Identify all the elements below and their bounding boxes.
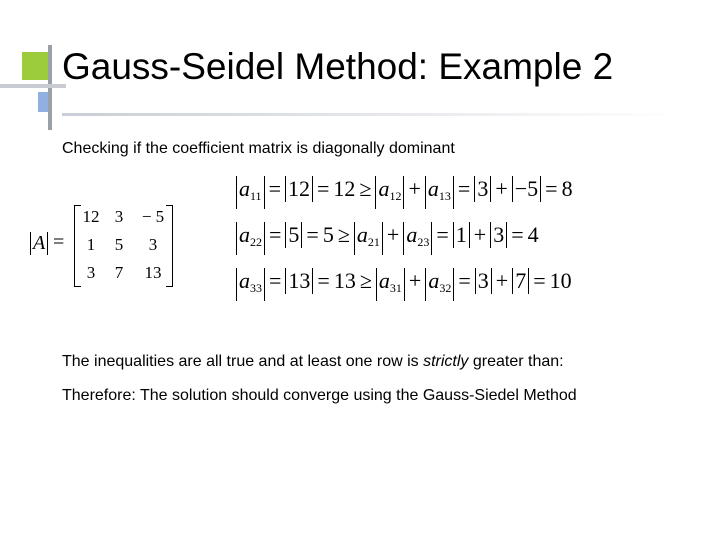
- matrix-cell: 12: [82, 207, 100, 226]
- eq-abs-value: 3: [475, 268, 492, 294]
- eq-sub: 21: [367, 235, 380, 249]
- conclusion-pre: The inequalities are all true and at least one row is: [62, 353, 424, 370]
- eq-sub: 13: [438, 189, 451, 203]
- slide-title: Gauss-Seidel Method: Example 2: [62, 46, 614, 87]
- decor-title-underline: [62, 113, 684, 116]
- eq-value: 5: [322, 222, 334, 247]
- eq-abs-value: 3: [490, 222, 507, 248]
- eq-sub: 22: [250, 235, 262, 249]
- eq-value: 13: [333, 268, 356, 293]
- eq-sub: 12: [389, 189, 402, 203]
- eq-sub: 32: [439, 281, 452, 295]
- intro-text: Checking if the coefficient matrix is diagonally dominant: [62, 140, 455, 157]
- matrix-cell: 3: [148, 235, 158, 254]
- conclusion-text: [62, 353, 564, 371]
- eq-abs-value: 13: [285, 268, 313, 294]
- eq-relation: ≥: [359, 176, 372, 201]
- eq-abs-value: 3: [474, 176, 491, 202]
- matrix-label: [30, 232, 48, 255]
- eq-result: 10: [549, 268, 572, 293]
- eq-abs-value: −5: [512, 176, 541, 202]
- matrix-cell: 1: [86, 235, 96, 254]
- inequality-row-3: $a_{33} = 13 = 13 \ge a_{31} + a_{32} = 3 + 7 = 10$: [236, 268, 572, 298]
- matrix-cell: 3: [86, 263, 96, 282]
- matrix-cell: − 5: [141, 207, 165, 226]
- matrix-cell: 3: [114, 207, 124, 226]
- eq-value: 12: [333, 176, 356, 201]
- eq-abs-value: 5: [285, 222, 302, 248]
- inequality-row-2: $a_{22} = 5 = 5 \ge a_{21} + a_{23} = 1 + 3 = 4$: [236, 222, 539, 252]
- inequality-row-1: $a_{11} = 12 = 12 \ge a_{12} + a_{13} = 3 + -5 = 8$: [236, 176, 573, 206]
- conclusion-post: greater than:: [468, 353, 564, 370]
- decor-green-square: [22, 52, 50, 80]
- eq-result: 4: [527, 222, 539, 247]
- decor-gray-hline: [0, 84, 66, 88]
- conclusion-emphasis: strictly: [423, 353, 469, 370]
- eq-result: 8: [561, 176, 573, 201]
- matrix-cell: 7: [114, 263, 124, 282]
- matrix-label-text: A: [30, 232, 48, 255]
- eq-relation: ≥: [359, 268, 372, 293]
- matrix-equals: =: [53, 231, 65, 253]
- eq-sub: 11: [250, 189, 262, 203]
- therefore-text: Therefore: The solution should converge using the Gauss-Siedel Method: [62, 387, 577, 404]
- eq-relation: ≥: [337, 222, 350, 247]
- eq-sub: 31: [389, 281, 402, 295]
- matrix-cell: 13: [144, 263, 162, 282]
- eq-abs-value: 7: [512, 268, 529, 294]
- eq-abs-value: 1: [453, 222, 470, 248]
- eq-sub: 23: [417, 235, 430, 249]
- matrix-cell: 5: [114, 235, 124, 254]
- eq-sub: 33: [250, 281, 262, 295]
- eq-abs-value: 12: [285, 176, 313, 202]
